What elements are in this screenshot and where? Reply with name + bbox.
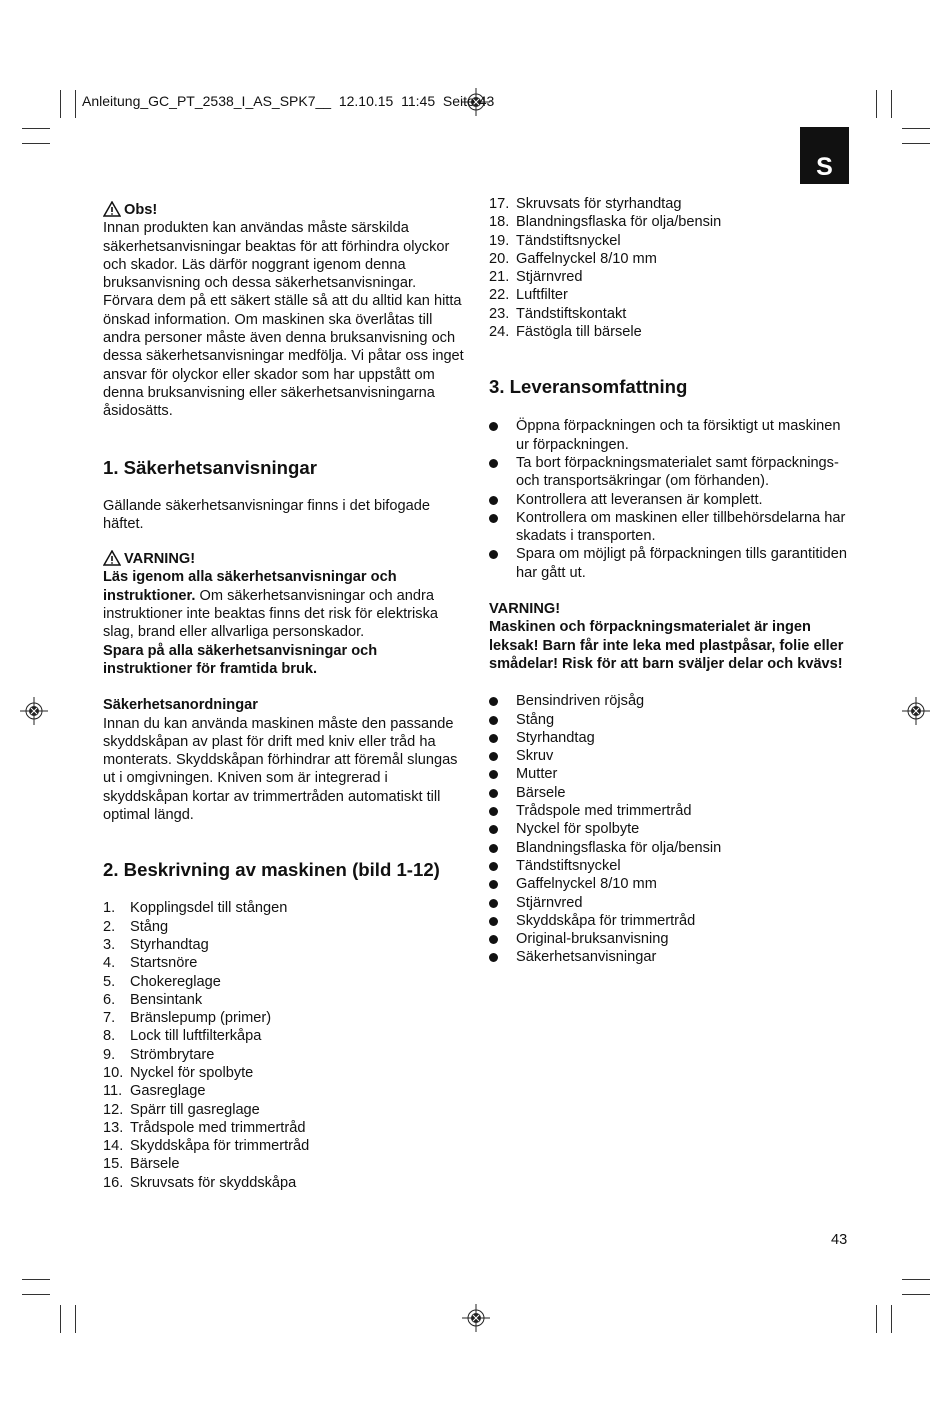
list-item: 11. Gasreglage	[103, 1083, 206, 1100]
list-item: 16. Skruvsats för skyddskåpa	[103, 1174, 297, 1191]
warning-triangle-icon	[103, 550, 121, 566]
list-item: 17. Skruvsats för styrhandtag	[489, 196, 682, 212]
list-item: Tändstiftsnyckel	[489, 857, 854, 875]
crop-mark	[22, 143, 50, 144]
list-item: 8. Lock till luftfilterkåpa	[103, 1028, 262, 1045]
section3-warning-body: Maskinen och förpackningsmaterialet är ingen leksak! Barn får inte leka med plastpåsar, folie eller smådelar! Risk för att barn sväljer delar och kvävs!	[489, 619, 844, 672]
list-item: Bärsele	[489, 784, 854, 802]
bullet-icon	[489, 807, 498, 816]
bullet-icon	[489, 716, 498, 725]
crop-mark	[876, 1305, 877, 1333]
list-item: 2. Stång	[103, 918, 169, 935]
crop-mark	[75, 1305, 76, 1333]
list-item: Skruv	[489, 747, 854, 765]
right-column	[489, 195, 854, 967]
list-item: 21. Stjärnvred	[489, 269, 583, 286]
list-item: 15. Bärsele	[103, 1156, 180, 1173]
warning-triangle-icon	[103, 201, 121, 217]
crop-mark	[902, 143, 930, 144]
crop-mark	[891, 1305, 892, 1333]
list-item: 7. Bränslepump (primer)	[103, 1010, 272, 1027]
list-item: Kontrollera om maskinen eller tillbehörsdelarna har skadats i transporten.	[489, 509, 854, 546]
bullet-icon	[489, 880, 498, 889]
crop-mark	[891, 90, 892, 118]
print-slug: Anleitung_GC_PT_2538_I_AS_SPK7__ 12.10.15 11:45 Seite 43	[82, 93, 495, 109]
crop-mark	[75, 90, 76, 118]
registration-mark-icon	[20, 697, 48, 725]
registration-mark-icon	[462, 1304, 490, 1332]
section3-warning-title: VARNING!	[489, 601, 561, 618]
parts-list-left	[103, 899, 468, 1192]
list-item: Skyddskåpa för trimmertråd	[489, 912, 854, 930]
section1-warning-text: Om säkerhetsanvisningar och andra instruktioner inte beaktas finns det risk för elektriska slag, brand eller allvarliga personskador.	[103, 587, 438, 641]
language-tab-label: S	[816, 153, 833, 181]
list-item: 10. Nyckel för spolbyte	[103, 1064, 254, 1081]
bullet-icon	[489, 953, 498, 962]
list-item: 22. Luftfilter	[489, 287, 568, 304]
list-item: Säkerhetsanvisningar	[489, 948, 854, 966]
list-item: Mutter	[489, 765, 854, 783]
bullet-icon	[489, 935, 498, 944]
list-item: 9. Strömbrytare	[103, 1046, 215, 1063]
list-item: 19. Tändstiftsnyckel	[489, 232, 621, 249]
list-item: Kontrollera att leveransen är komplett.	[489, 491, 854, 509]
list-item: Trådspole med trimmertråd	[489, 802, 854, 820]
left-column	[103, 201, 468, 1192]
section1-warning-keep: Spara på alla säkerhetsanvisningar och instruktioner för framtida bruk.	[103, 642, 378, 677]
crop-mark	[22, 1279, 50, 1280]
list-item: 3. Styrhandtag	[103, 936, 209, 953]
bullet-icon	[489, 734, 498, 743]
list-item: Ta bort förpackningsmaterialet samt förpacknings- och transportsäkringar (om förhanden).	[489, 454, 854, 491]
list-item: Öppna förpackningen och ta försiktigt ut maskinen ur förpackningen.	[489, 417, 854, 454]
section3-heading: 3. Leveransomfattning	[489, 376, 688, 398]
crop-mark	[60, 90, 61, 118]
registration-mark-icon	[902, 697, 930, 725]
language-tab	[800, 127, 849, 184]
section1-warning-bold: Läs igenom alla säkerhetsanvisningar och instruktioner.	[103, 569, 397, 604]
crop-mark	[902, 1279, 930, 1280]
bullet-icon	[489, 917, 498, 926]
section1-intro: Gällande säkerhetsanvisningar finns i det bifogade häftet.	[103, 497, 430, 532]
crop-mark	[902, 128, 930, 129]
list-item: 20. Gaffelnyckel 8/10 mm	[489, 250, 657, 267]
section2-heading: 2. Beskrivning av maskinen (bild 1-12)	[103, 859, 440, 881]
bullet-icon	[489, 825, 498, 834]
delivery-contents	[489, 692, 854, 966]
bullet-icon	[489, 697, 498, 706]
crop-mark	[60, 1305, 61, 1333]
list-item: Spara om möjligt på förpackningen tills garantitiden har gått ut.	[489, 545, 854, 582]
bullet-icon	[489, 514, 498, 523]
list-item: 4. Startsnöre	[103, 955, 198, 972]
list-item: Original-bruksanvisning	[489, 930, 854, 948]
page-number: 43	[831, 1232, 848, 1248]
crop-mark	[902, 1294, 930, 1295]
list-item: 12. Spärr till gasreglage	[103, 1101, 260, 1118]
list-item: Nyckel för spolbyte	[489, 820, 854, 838]
list-item: Blandningsflaska för olja/bensin	[489, 839, 854, 857]
bullet-icon	[489, 770, 498, 779]
list-item: 1. Kopplingsdel till stången	[103, 900, 288, 917]
list-item: Stång	[489, 711, 854, 729]
section1-warning-title-row	[103, 550, 468, 568]
bullet-icon	[489, 752, 498, 761]
list-item: Styrhandtag	[489, 729, 854, 747]
list-item: 18. Blandningsflaska för olja/bensin	[489, 214, 722, 231]
list-item: 13. Trådspole med trimmertråd	[103, 1119, 306, 1136]
list-item: Gaffelnyckel 8/10 mm	[489, 875, 854, 893]
list-item: Stjärnvred	[489, 894, 854, 912]
safety-devices-title: Säkerhetsanordningar	[103, 697, 258, 714]
crop-mark	[22, 128, 50, 129]
parts-list-right	[489, 195, 854, 341]
delivery-steps	[489, 417, 854, 582]
bullet-icon	[489, 496, 498, 505]
obs-title-row	[103, 201, 468, 219]
bullet-icon	[489, 844, 498, 853]
section1-warning-title: VARNING!	[124, 551, 196, 568]
list-item: 14. Skyddskåpa för trimmertråd	[103, 1138, 310, 1155]
list-item: 23. Tändstiftskontakt	[489, 305, 627, 322]
bullet-icon	[489, 459, 498, 468]
safety-devices-body: Innan du kan använda maskinen måste den passande skyddskåpan av plast för drift med kniv eller tråd ha monterats. Skyddskåpan förhindrar att föremål slungas ut i omgivningen. Kniven som är integrerad i skyddskåpan kortar av trimmertråden automatiskt till optimal längd.	[103, 715, 458, 824]
bullet-icon	[489, 550, 498, 559]
list-item: 24. Fästögla till bärsele	[489, 324, 642, 341]
obs-title: Obs!	[124, 202, 158, 218]
bullet-icon	[489, 789, 498, 798]
list-item: 6. Bensintank	[103, 991, 203, 1008]
section1-warning-body	[103, 568, 468, 641]
obs-body: Innan produkten kan användas måste särskilda säkerhetsanvisningar beaktas för att förhindra olyckor och skador. Läs därför noggrant igenom denna bruksanvisning och dessa säkerhetsanvisningar. Förvara dem på ett säkert ställe så att du alltid kan hitta önskad information. Om maskinen ska överlåtas till andra personer måste även denna bruksanvisning och dessa säkerhetsanvisningar medfölja. Vi påtar oss inget ansvar för olyckor eller skador som har uppstått om denna bruksanvisning eller säkerhetsanvisningarna åsidosätts.	[103, 220, 464, 420]
list-item: Bensindriven röjsåg	[489, 692, 854, 710]
crop-mark	[876, 90, 877, 118]
bullet-icon	[489, 862, 498, 871]
bullet-icon	[489, 899, 498, 908]
bullet-icon	[489, 422, 498, 431]
list-item: 5. Chokereglage	[103, 973, 221, 990]
section1-heading: 1. Säkerhetsanvisningar	[103, 456, 317, 478]
crop-mark	[22, 1294, 50, 1295]
